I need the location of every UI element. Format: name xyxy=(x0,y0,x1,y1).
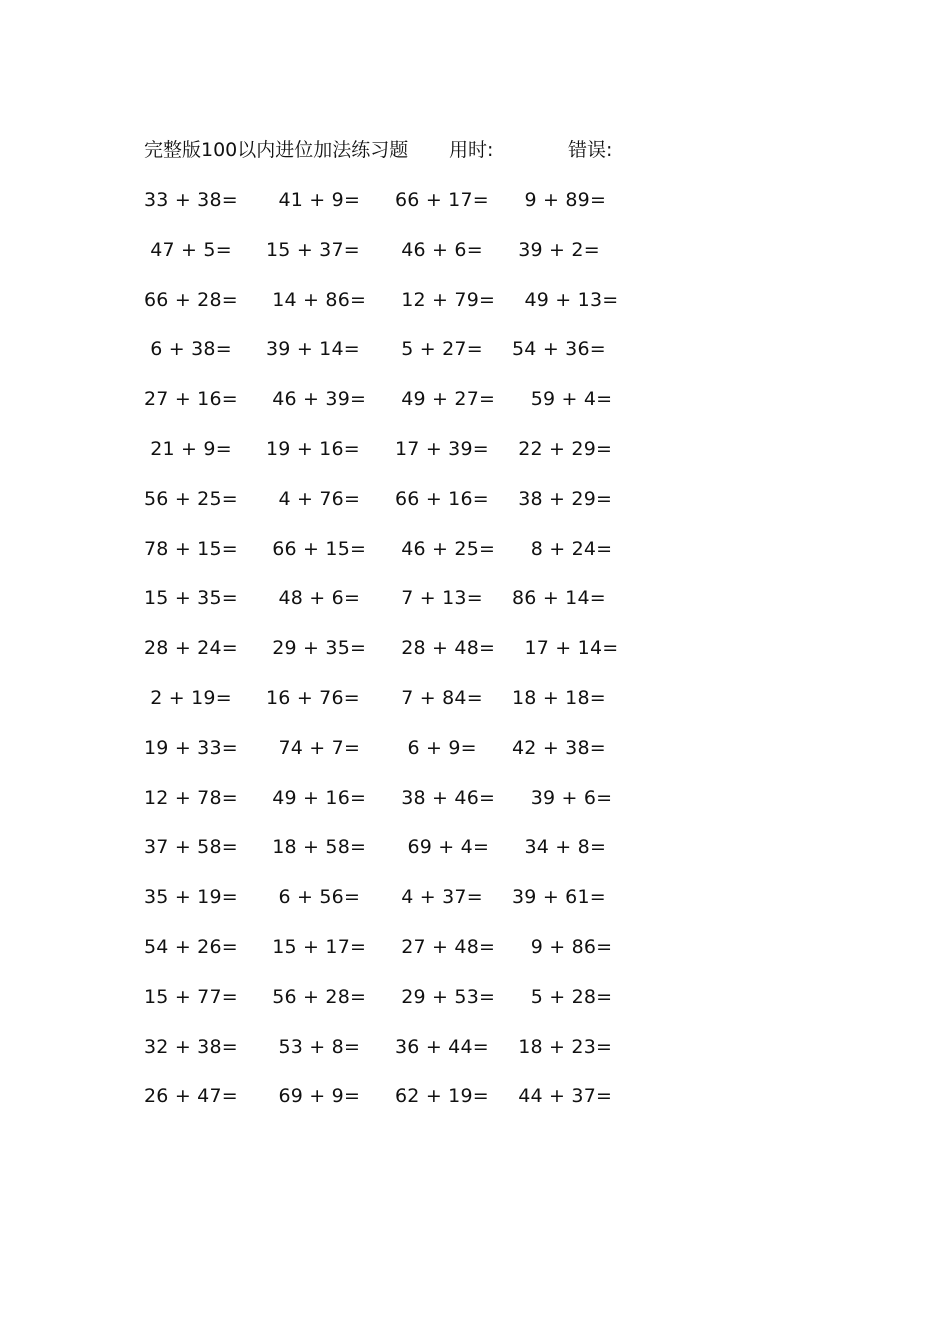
addition-problem: 47 + 5= xyxy=(144,238,232,261)
problem-row xyxy=(140,1082,620,1132)
addition-problem: 36 + 44= xyxy=(395,1035,489,1058)
addition-problem: 27 + 16= xyxy=(144,388,238,411)
addition-problem: 2 + 19= xyxy=(144,686,232,709)
addition-problem: 8 + 24= xyxy=(512,537,613,560)
addition-problem: 7 + 13= xyxy=(395,587,483,610)
addition-problem: 28 + 48= xyxy=(395,637,496,660)
addition-problem: 4 + 76= xyxy=(266,487,361,510)
addition-problem: 21 + 9= xyxy=(144,437,232,460)
addition-problem: 69 + 4= xyxy=(395,836,490,859)
addition-problem: 17 + 14= xyxy=(512,637,619,660)
addition-problem: 46 + 39= xyxy=(266,388,367,411)
addition-problem: 6 + 38= xyxy=(144,338,232,361)
addition-problem: 12 + 79= xyxy=(395,288,496,311)
addition-problem: 39 + 6= xyxy=(512,786,613,809)
addition-problem: 46 + 25= xyxy=(395,537,496,560)
problem-row xyxy=(140,236,620,286)
problem-row xyxy=(140,734,620,784)
addition-problem: 44 + 37= xyxy=(512,1085,613,1108)
time-used-label: 用时: xyxy=(449,139,494,161)
problem-row xyxy=(140,385,620,435)
addition-problem: 28 + 24= xyxy=(144,637,238,660)
problem-row xyxy=(140,833,620,883)
addition-problem: 6 + 56= xyxy=(266,886,361,909)
addition-problem: 26 + 47= xyxy=(144,1085,238,1108)
errors-label: 错误: xyxy=(568,139,613,161)
addition-problem: 39 + 14= xyxy=(266,338,360,361)
addition-problem: 29 + 53= xyxy=(395,985,496,1008)
addition-problem: 86 + 14= xyxy=(512,587,606,610)
addition-problem: 15 + 37= xyxy=(266,238,360,261)
addition-problem: 39 + 2= xyxy=(512,238,600,261)
addition-problem: 18 + 58= xyxy=(266,836,367,859)
addition-problem: 37 + 58= xyxy=(144,836,238,859)
addition-problem: 46 + 6= xyxy=(395,238,483,261)
addition-problem: 49 + 13= xyxy=(512,288,619,311)
addition-problem: 7 + 84= xyxy=(395,686,483,709)
addition-problem: 5 + 27= xyxy=(395,338,483,361)
addition-problem: 66 + 16= xyxy=(395,487,489,510)
problem-row xyxy=(140,784,620,834)
addition-problem: 74 + 7= xyxy=(266,736,361,759)
addition-problem: 38 + 46= xyxy=(395,786,496,809)
addition-problem: 56 + 25= xyxy=(144,487,238,510)
addition-problem: 17 + 39= xyxy=(395,437,489,460)
problem-row xyxy=(140,883,620,933)
addition-problem: 53 + 8= xyxy=(266,1035,361,1058)
addition-problem: 38 + 29= xyxy=(512,487,613,510)
addition-problem: 42 + 38= xyxy=(512,736,606,759)
problem-row xyxy=(140,983,620,1033)
addition-problem: 54 + 36= xyxy=(512,338,606,361)
problem-row xyxy=(140,634,620,684)
addition-problem: 15 + 77= xyxy=(144,985,238,1008)
addition-problem: 33 + 38= xyxy=(144,189,238,211)
problem-row xyxy=(140,584,620,634)
addition-problem: 29 + 35= xyxy=(266,637,367,660)
problem-row xyxy=(140,286,620,336)
problem-row xyxy=(140,535,620,585)
addition-problem: 15 + 17= xyxy=(266,935,367,958)
addition-problem: 19 + 16= xyxy=(266,437,360,460)
addition-problem: 12 + 78= xyxy=(144,786,238,809)
addition-problem: 32 + 38= xyxy=(144,1035,238,1058)
addition-problem: 49 + 27= xyxy=(395,388,496,411)
addition-problem: 66 + 17= xyxy=(395,189,489,211)
addition-problem: 34 + 8= xyxy=(512,836,607,859)
problem-row xyxy=(140,186,620,236)
worksheet-title: 完整版100以内进位加法练习题 xyxy=(144,139,409,161)
addition-problem: 56 + 28= xyxy=(266,985,367,1008)
addition-problem: 4 + 37= xyxy=(395,886,483,909)
addition-problem: 48 + 6= xyxy=(266,587,361,610)
addition-problem: 15 + 35= xyxy=(144,587,238,610)
worksheet-header xyxy=(144,136,644,164)
addition-problem: 19 + 33= xyxy=(144,736,238,759)
problem-row xyxy=(140,684,620,734)
addition-problem: 78 + 15= xyxy=(144,537,238,560)
addition-problem: 41 + 9= xyxy=(266,189,361,211)
addition-problem: 16 + 76= xyxy=(266,686,360,709)
addition-problem: 62 + 19= xyxy=(395,1085,489,1108)
problem-row xyxy=(140,1033,620,1083)
addition-problem: 39 + 61= xyxy=(512,886,606,909)
addition-problem: 69 + 9= xyxy=(266,1085,361,1108)
addition-problem: 27 + 48= xyxy=(395,935,496,958)
addition-problem: 6 + 9= xyxy=(395,736,477,759)
problem-row xyxy=(140,933,620,983)
problem-grid xyxy=(140,186,620,1132)
problem-row xyxy=(140,485,620,535)
addition-problem: 66 + 15= xyxy=(266,537,367,560)
problem-row xyxy=(140,335,620,385)
addition-problem: 5 + 28= xyxy=(512,985,613,1008)
addition-problem: 35 + 19= xyxy=(144,886,238,909)
addition-problem: 9 + 89= xyxy=(512,189,607,211)
addition-problem: 59 + 4= xyxy=(512,388,613,411)
addition-problem: 49 + 16= xyxy=(266,786,367,809)
addition-problem: 22 + 29= xyxy=(512,437,613,460)
problem-row xyxy=(140,435,620,485)
addition-problem: 9 + 86= xyxy=(512,935,613,958)
addition-problem: 18 + 18= xyxy=(512,686,606,709)
addition-problem: 66 + 28= xyxy=(144,288,238,311)
addition-problem: 14 + 86= xyxy=(266,288,367,311)
addition-problem: 18 + 23= xyxy=(512,1035,613,1058)
addition-problem: 54 + 26= xyxy=(144,935,238,958)
